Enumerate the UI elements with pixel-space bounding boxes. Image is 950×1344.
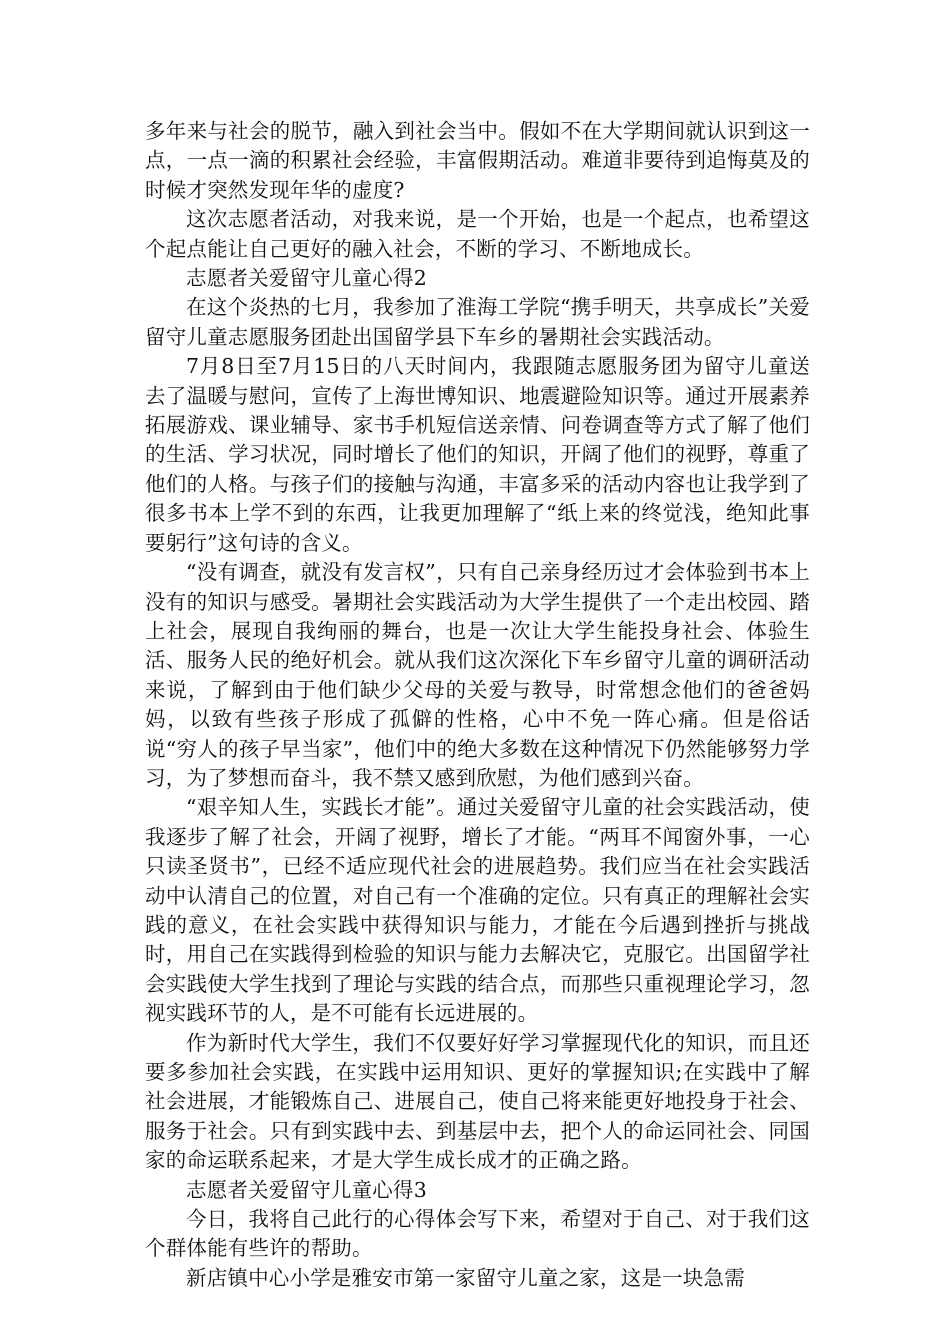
paragraph-4: 7月8日至7月15日的八天时间内，我跟随志愿服务团为留守儿童送去了温暖与慰问，宣传了上海世博知识、地震避险知识等。通过开展素养拓展游戏、课业辅导、家书手机短信送亲情、问卷调查等方式了解了他们的生活、学习状况，同时增长了他们的知识，开阔了他们的视野，尊重了他们的人格。与孩子们的接触与沟通，丰富多采的活动内容也让我学到了很多书本上学不到的东西，让我更加理解了“纸上来的终觉浅，绝知此事要躬行”这句诗的含义。 xyxy=(145,354,810,555)
paragraph-6: “艰辛知人生，实践长才能”。通过关爱留守儿童的社会实践活动，使我逐步了解了社会，开阔了视野，增长了才能。“两耳不闻窗外事，一心只读圣贤书”，已经不适应现代社会的进展趋势。我们应当在社会实践活动中认清自己的位置，对自己有一个准确的定位。只有真正的理解社会实践的意义，在社会实践中获得知识与能力，才能在今后遇到挫折与挑战时，用自己在实践得到检验的知识与能力去解决它，克服它。出国留学社会实践使大学生找到了理论与实践的结合点，而那些只重视理论学习，忽视实践环节的人，是不可能有长远进展的。 xyxy=(145,795,810,1026)
paragraph-8: 今日，我将自己此行的心得体会写下来，希望对于自己、对于我们这个群体能有些许的帮助。 xyxy=(145,1207,810,1261)
paragraph-9: 新店镇中心小学是雅安市第一家留守儿童之家，这是一块急需 xyxy=(186,1265,745,1290)
paragraph-3: 在这个炎热的七月，我参加了淮海工学院“携手明天，共享成长”关爱留守儿童志愿服务团赴出国留学县下车乡的暑期社会实践活动。 xyxy=(145,295,810,349)
section-heading-2: 志愿者关爱留守儿童心得2 xyxy=(186,266,427,291)
section-heading-3: 志愿者关爱留守儿童心得3 xyxy=(186,1177,427,1202)
document-page xyxy=(145,117,810,1293)
paragraph-7: 作为新时代大学生，我们不仅要好好学习掌握现代化的知识，而且还要多参加社会实践，在实践中运用知识、更好的掌握知识;在实践中了解社会进展，才能锻炼自己、进展自己，使自己将来能更好地投身于社会、服务于社会。只有到实践中去、到基层中去，把个人的命运同社会、同国家的命运联系起来，才是大学生成长成才的正确之路。 xyxy=(145,1030,810,1173)
paragraph-2: 这次志愿者活动，对我来说，是一个开始，也是一个起点，也希望这个起点能让自己更好的融入社会，不断的学习、不断地成长。 xyxy=(145,207,810,261)
paragraph-1: 多年来与社会的脱节，融入到社会当中。假如不在大学期间就认识到这一点，一点一滴的积累社会经验，丰富假期活动。难道非要待到追悔莫及的时候才突然发现年华的虚度? xyxy=(145,119,810,202)
paragraph-5: “没有调查，就没有发言权”，只有自己亲身经历过才会体验到书本上没有的知识与感受。暑期社会实践活动为大学生提供了一个走出校园、踏上社会，展现自我绚丽的舞台，也是一次让大学生能投身社会、体验生活、服务人民的绝好机会。就从我们这次深化下车乡留守儿童的调研活动来说，了解到由于他们缺少父母的关爱与教导，时常想念他们的爸爸妈妈，以致有些孩子形成了孤僻的性格，心中不免一阵心痛。但是俗话说“穷人的孩子早当家”，他们中的绝大多数在这种情况下仍然能够努力学习，为了梦想而奋斗，我不禁又感到欣慰，为他们感到兴奋。 xyxy=(145,560,810,790)
